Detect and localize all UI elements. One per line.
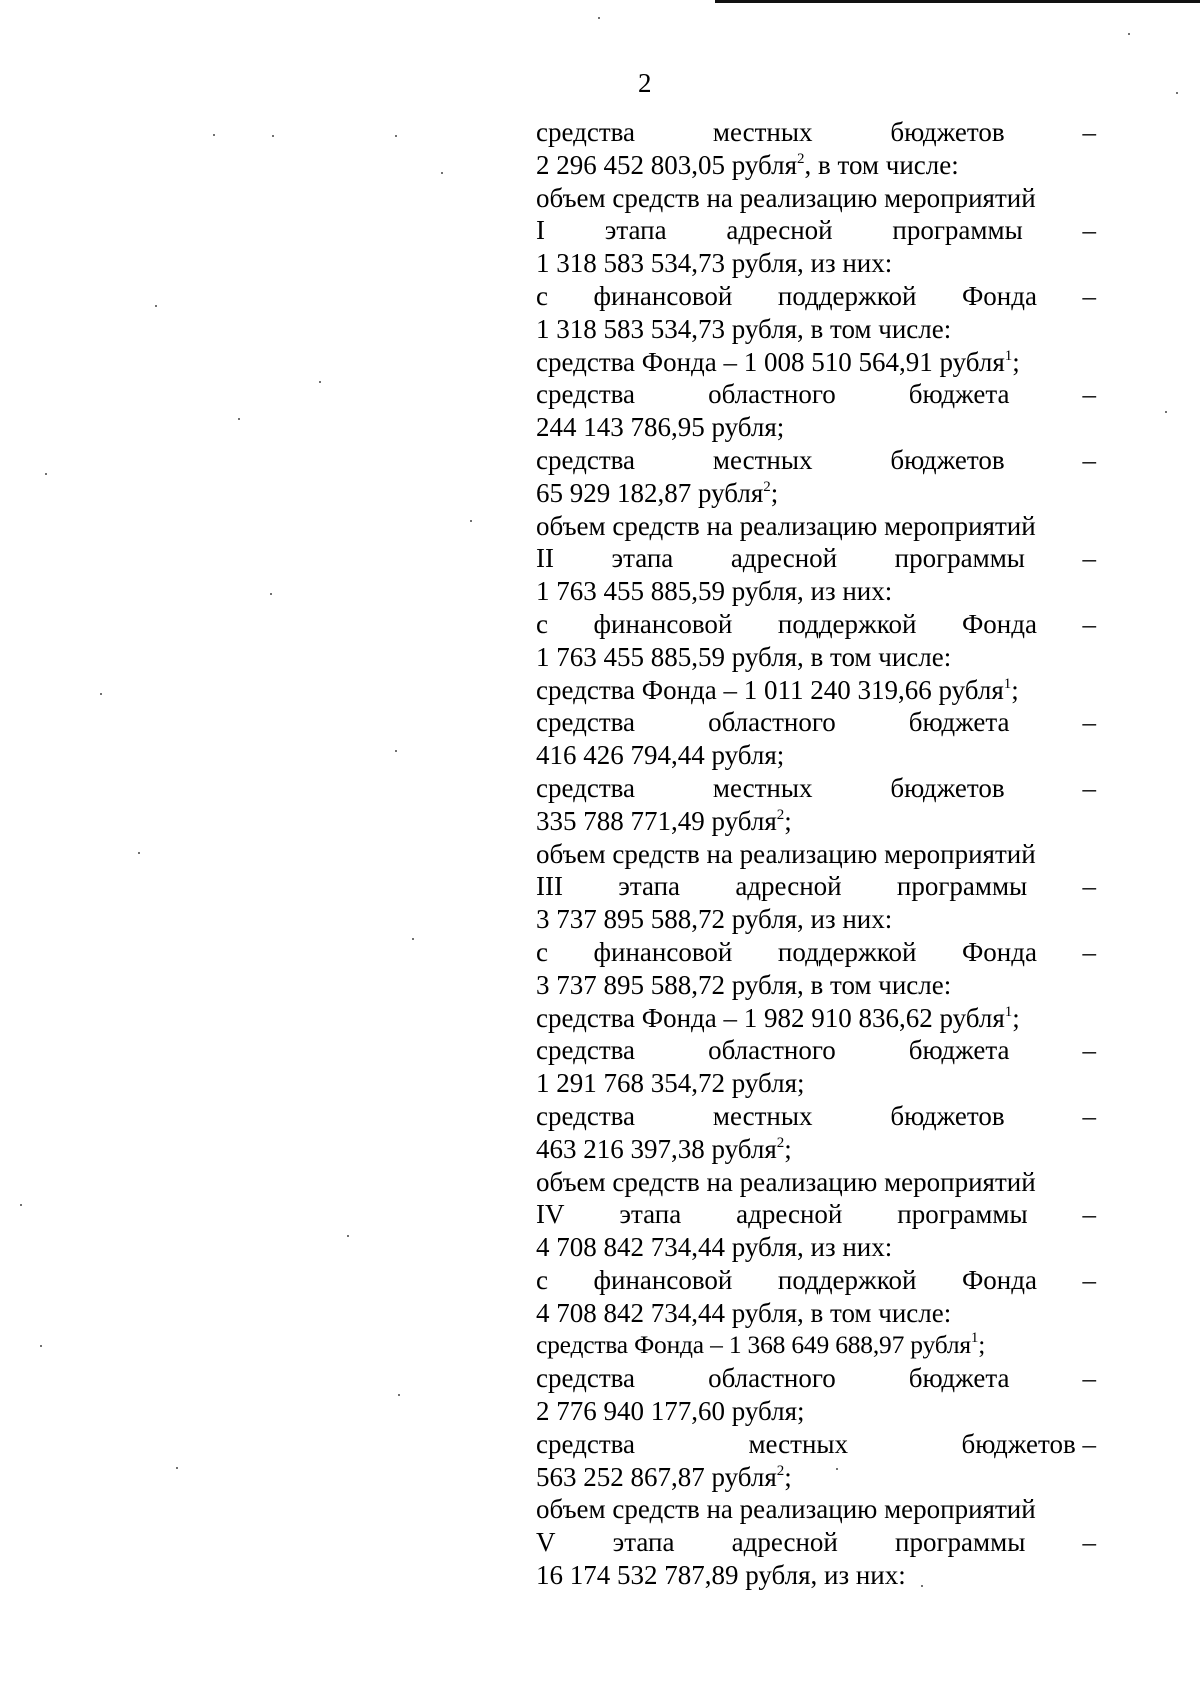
line-text: 1 763 455 885,59 рубля, в том числе: (536, 641, 952, 672)
line-word: бюджета (908, 1035, 1010, 1066)
scan-speck (1176, 92, 1178, 94)
text-line (536, 1264, 1096, 1297)
line-word: местных (712, 117, 813, 147)
scan-speck (598, 17, 600, 19)
scan-speck (412, 938, 414, 940)
text-line (536, 1329, 1096, 1362)
line-text: объем средств на реализацию мероприятий (536, 510, 1036, 541)
scan-speck (319, 381, 321, 383)
line-word: поддержкой (777, 936, 917, 967)
text-line (536, 1297, 1096, 1330)
line-tail: ; (784, 1461, 792, 1492)
line-word: – (1082, 1035, 1096, 1066)
line-word: бюджета (908, 1363, 1010, 1394)
line-word: финансовой (593, 936, 733, 967)
line-text: 1 318 583 534,73 рубля, из них: (536, 248, 893, 279)
text-line (536, 1002, 1096, 1035)
line-text: 2 296 452 803,05 рубля (536, 149, 797, 180)
line-word: Фонда (961, 936, 1037, 967)
line-word: – (1082, 936, 1096, 967)
scan-speck (213, 134, 215, 136)
scan-speck (138, 852, 140, 854)
text-line (536, 1526, 1096, 1559)
line-word: программы (892, 215, 1023, 246)
line-word: с (536, 280, 548, 311)
scan-speck (1128, 33, 1130, 35)
scan-speck (40, 1345, 42, 1347)
text-line (536, 542, 1096, 575)
line-text: средства Фонда – 1 008 510 564,91 рубля (536, 346, 1005, 377)
line-word: бюджета (908, 707, 1010, 738)
line-text: объем средств на реализацию мероприятий (536, 1166, 1036, 1197)
text-line (536, 313, 1096, 346)
text-line (536, 444, 1096, 477)
footnote-marker: 2 (776, 806, 785, 823)
text-line (536, 1362, 1096, 1395)
line-word: программы (897, 1199, 1028, 1230)
top-border-line (715, 0, 1200, 3)
scan-speck (395, 135, 397, 137)
text-line (536, 1067, 1096, 1100)
text-line (536, 1198, 1096, 1231)
line-text: 65 929 182,87 рубля (536, 477, 764, 508)
text-line (536, 903, 1096, 936)
text-line (536, 411, 1096, 444)
line-word: V (536, 1527, 556, 1558)
line-word: – (1082, 117, 1096, 147)
line-word: I (536, 215, 545, 246)
line-word: средства (536, 1035, 636, 1066)
line-word: финансовой (593, 608, 733, 639)
text-line (536, 674, 1096, 707)
line-word: бюджета (908, 379, 1010, 410)
scan-speck (441, 172, 443, 174)
text-line (536, 772, 1096, 805)
line-word: средства (536, 1100, 636, 1131)
line-word: с (536, 1264, 548, 1295)
line-word: III (536, 871, 563, 902)
line-tail: ; (1011, 674, 1019, 705)
line-word: средства (536, 772, 636, 803)
line-text: 1 763 455 885,59 рубля, из них: (536, 576, 893, 607)
text-line (536, 608, 1096, 641)
text-line (536, 510, 1096, 543)
footnote-marker: 2 (776, 1462, 785, 1479)
line-word: адресной (736, 1199, 843, 1230)
line-word: с (536, 608, 548, 639)
line-word: финансовой (593, 280, 733, 311)
line-word: IV (536, 1199, 565, 1230)
text-line (536, 1100, 1096, 1133)
scan-speck (155, 305, 157, 307)
text-line (536, 247, 1096, 280)
document-body (536, 116, 1096, 1592)
line-word: средства (536, 1363, 636, 1394)
line-word: – (1082, 1100, 1096, 1131)
text-line (536, 1133, 1096, 1166)
line-text: 463 216 397,38 рубля (536, 1133, 777, 1164)
text-line (536, 1493, 1096, 1526)
line-text: 1 318 583 534,73 рубля, в том числе: (536, 313, 952, 344)
line-word: адресной (731, 1527, 838, 1558)
text-line (536, 870, 1096, 903)
line-text: 1 291 768 354,72 рубля; (536, 1068, 805, 1099)
text-line (536, 1428, 1096, 1461)
line-word: II (536, 543, 554, 574)
text-line (536, 1231, 1096, 1264)
line-text: средства Фонда – 1 011 240 319,66 рубля (536, 674, 1004, 705)
line-word: поддержкой (777, 280, 917, 311)
line-word: – (1082, 1527, 1096, 1558)
line-word: Фонда (961, 280, 1037, 311)
scan-speck (921, 1585, 923, 1587)
footnote-marker: 1 (970, 1330, 979, 1347)
line-word: – (1082, 772, 1096, 803)
line-word: программы (894, 543, 1025, 574)
line-word: этапа (619, 1199, 682, 1230)
line-text: 3 737 895 588,72 рубля, в том числе: (536, 969, 952, 1000)
line-word: этапа (611, 543, 674, 574)
line-word: бюджетов (890, 117, 1005, 147)
scan-speck (1165, 411, 1167, 413)
line-tail: ; (770, 477, 779, 508)
scan-speck (395, 750, 397, 752)
footnote-marker: 2 (763, 478, 771, 495)
scan-speck (238, 418, 240, 420)
line-word: этапа (604, 215, 667, 246)
footnote-marker: 2 (776, 1134, 785, 1151)
line-word: бюджетов – (961, 1428, 1096, 1459)
text-line (536, 280, 1096, 313)
line-text: 563 252 867,87 рубля (536, 1461, 777, 1492)
line-word: программы (895, 1527, 1026, 1558)
line-tail: ; (1012, 346, 1020, 377)
text-line (536, 477, 1096, 510)
line-word: областного (708, 707, 836, 738)
line-word: областного (708, 1363, 836, 1394)
line-text: 244 143 786,95 рубля; (536, 412, 785, 443)
text-line (536, 739, 1096, 772)
footnote-marker: 1 (1004, 1003, 1013, 1020)
line-text: объем средств на реализацию мероприятий (536, 838, 1036, 869)
line-word: – (1082, 608, 1096, 639)
line-word: – (1082, 215, 1096, 246)
text-line (536, 575, 1096, 608)
line-text: 3 737 895 588,72 рубля, из них: (536, 904, 893, 935)
text-line (536, 641, 1096, 674)
line-word: – (1082, 543, 1096, 574)
footnote-marker: 1 (1003, 675, 1012, 692)
line-word: финансовой (593, 1264, 733, 1295)
line-word: местных (712, 772, 813, 803)
text-line (536, 1559, 1096, 1592)
scan-speck (272, 135, 274, 137)
scan-speck (20, 1204, 22, 1206)
scan-speck (347, 1235, 349, 1237)
scan-speck (176, 1467, 178, 1469)
line-text: 4 708 842 734,44 рубля, из них: (536, 1232, 893, 1263)
line-word: средства (536, 444, 636, 475)
line-word: поддержкой (777, 608, 917, 639)
line-text: объем средств на реализацию мероприятий (536, 1494, 1036, 1525)
line-text: 335 788 771,49 рубля (536, 805, 777, 836)
footnote-marker: 1 (1004, 347, 1013, 364)
text-line (536, 969, 1096, 1002)
footnote-marker: 2 (797, 150, 805, 167)
line-word: с (536, 936, 548, 967)
line-word: Фонда (961, 608, 1037, 639)
line-word: – (1082, 707, 1096, 738)
text-line (536, 936, 1096, 969)
line-word: этапа (612, 1527, 675, 1558)
text-line (536, 1166, 1096, 1199)
line-word: местных (712, 1100, 813, 1131)
scan-speck (270, 593, 272, 595)
line-word: адресной (726, 215, 833, 246)
line-tail: ; (978, 1330, 986, 1360)
line-word: местных (712, 444, 813, 475)
page-number: 2 (638, 68, 652, 98)
line-word: бюджетов (890, 1100, 1005, 1131)
line-word: программы (896, 871, 1028, 902)
line-word: – (1082, 1199, 1096, 1230)
line-word: адресной (735, 871, 842, 902)
text-line (536, 149, 1096, 182)
line-word: средства (536, 1428, 636, 1459)
text-line (536, 182, 1096, 215)
line-tail: ; (1012, 1002, 1020, 1033)
line-tail: ; (784, 1133, 792, 1164)
scan-speck (398, 1394, 400, 1396)
line-word: адресной (730, 543, 838, 574)
line-word: – (1082, 379, 1096, 410)
line-word: бюджетов (890, 772, 1005, 803)
line-text: 16 174 532 787,89 рубля, из них: (536, 1560, 906, 1591)
line-text: объем средств на реализацию мероприятий (536, 182, 1036, 213)
text-line (536, 1395, 1096, 1428)
text-line (536, 1034, 1096, 1067)
line-text: 2 776 940 177,60 рубля; (536, 1396, 805, 1427)
text-line (536, 116, 1096, 149)
line-word: – (1082, 1264, 1096, 1295)
text-line (536, 1461, 1096, 1494)
scan-speck (100, 693, 102, 695)
text-line (536, 805, 1096, 838)
line-word: бюджетов (890, 444, 1005, 475)
scan-speck (836, 1468, 838, 1470)
line-tail: , в том числе: (804, 149, 959, 180)
line-word: этапа (618, 871, 681, 902)
scan-speck (470, 520, 472, 522)
line-word: поддержкой (777, 1264, 917, 1295)
line-word: Фонда (961, 1264, 1037, 1295)
line-word: – (1082, 871, 1096, 902)
line-word: областного (708, 1035, 836, 1066)
line-word: областного (708, 379, 836, 410)
line-word: – (1082, 1363, 1096, 1394)
line-word: средства (536, 379, 636, 410)
line-text: средства Фонда – 1 368 649 688,97 рубля (536, 1330, 971, 1360)
line-text: 416 426 794,44 рубля; (536, 740, 785, 771)
scan-speck (45, 473, 47, 475)
text-line (536, 378, 1096, 411)
line-word: – (1082, 444, 1096, 475)
text-line (536, 346, 1096, 379)
line-text: средства Фонда – 1 982 910 836,62 рубля (536, 1002, 1005, 1033)
text-line (536, 838, 1096, 871)
line-word: средства (536, 707, 636, 738)
line-word: местных (748, 1428, 849, 1459)
line-word: средства (536, 117, 636, 147)
text-line (536, 214, 1096, 247)
line-tail: ; (784, 805, 792, 836)
line-word: – (1082, 280, 1096, 311)
line-text: 4 708 842 734,44 рубля, в том числе: (536, 1297, 952, 1328)
text-line (536, 706, 1096, 739)
